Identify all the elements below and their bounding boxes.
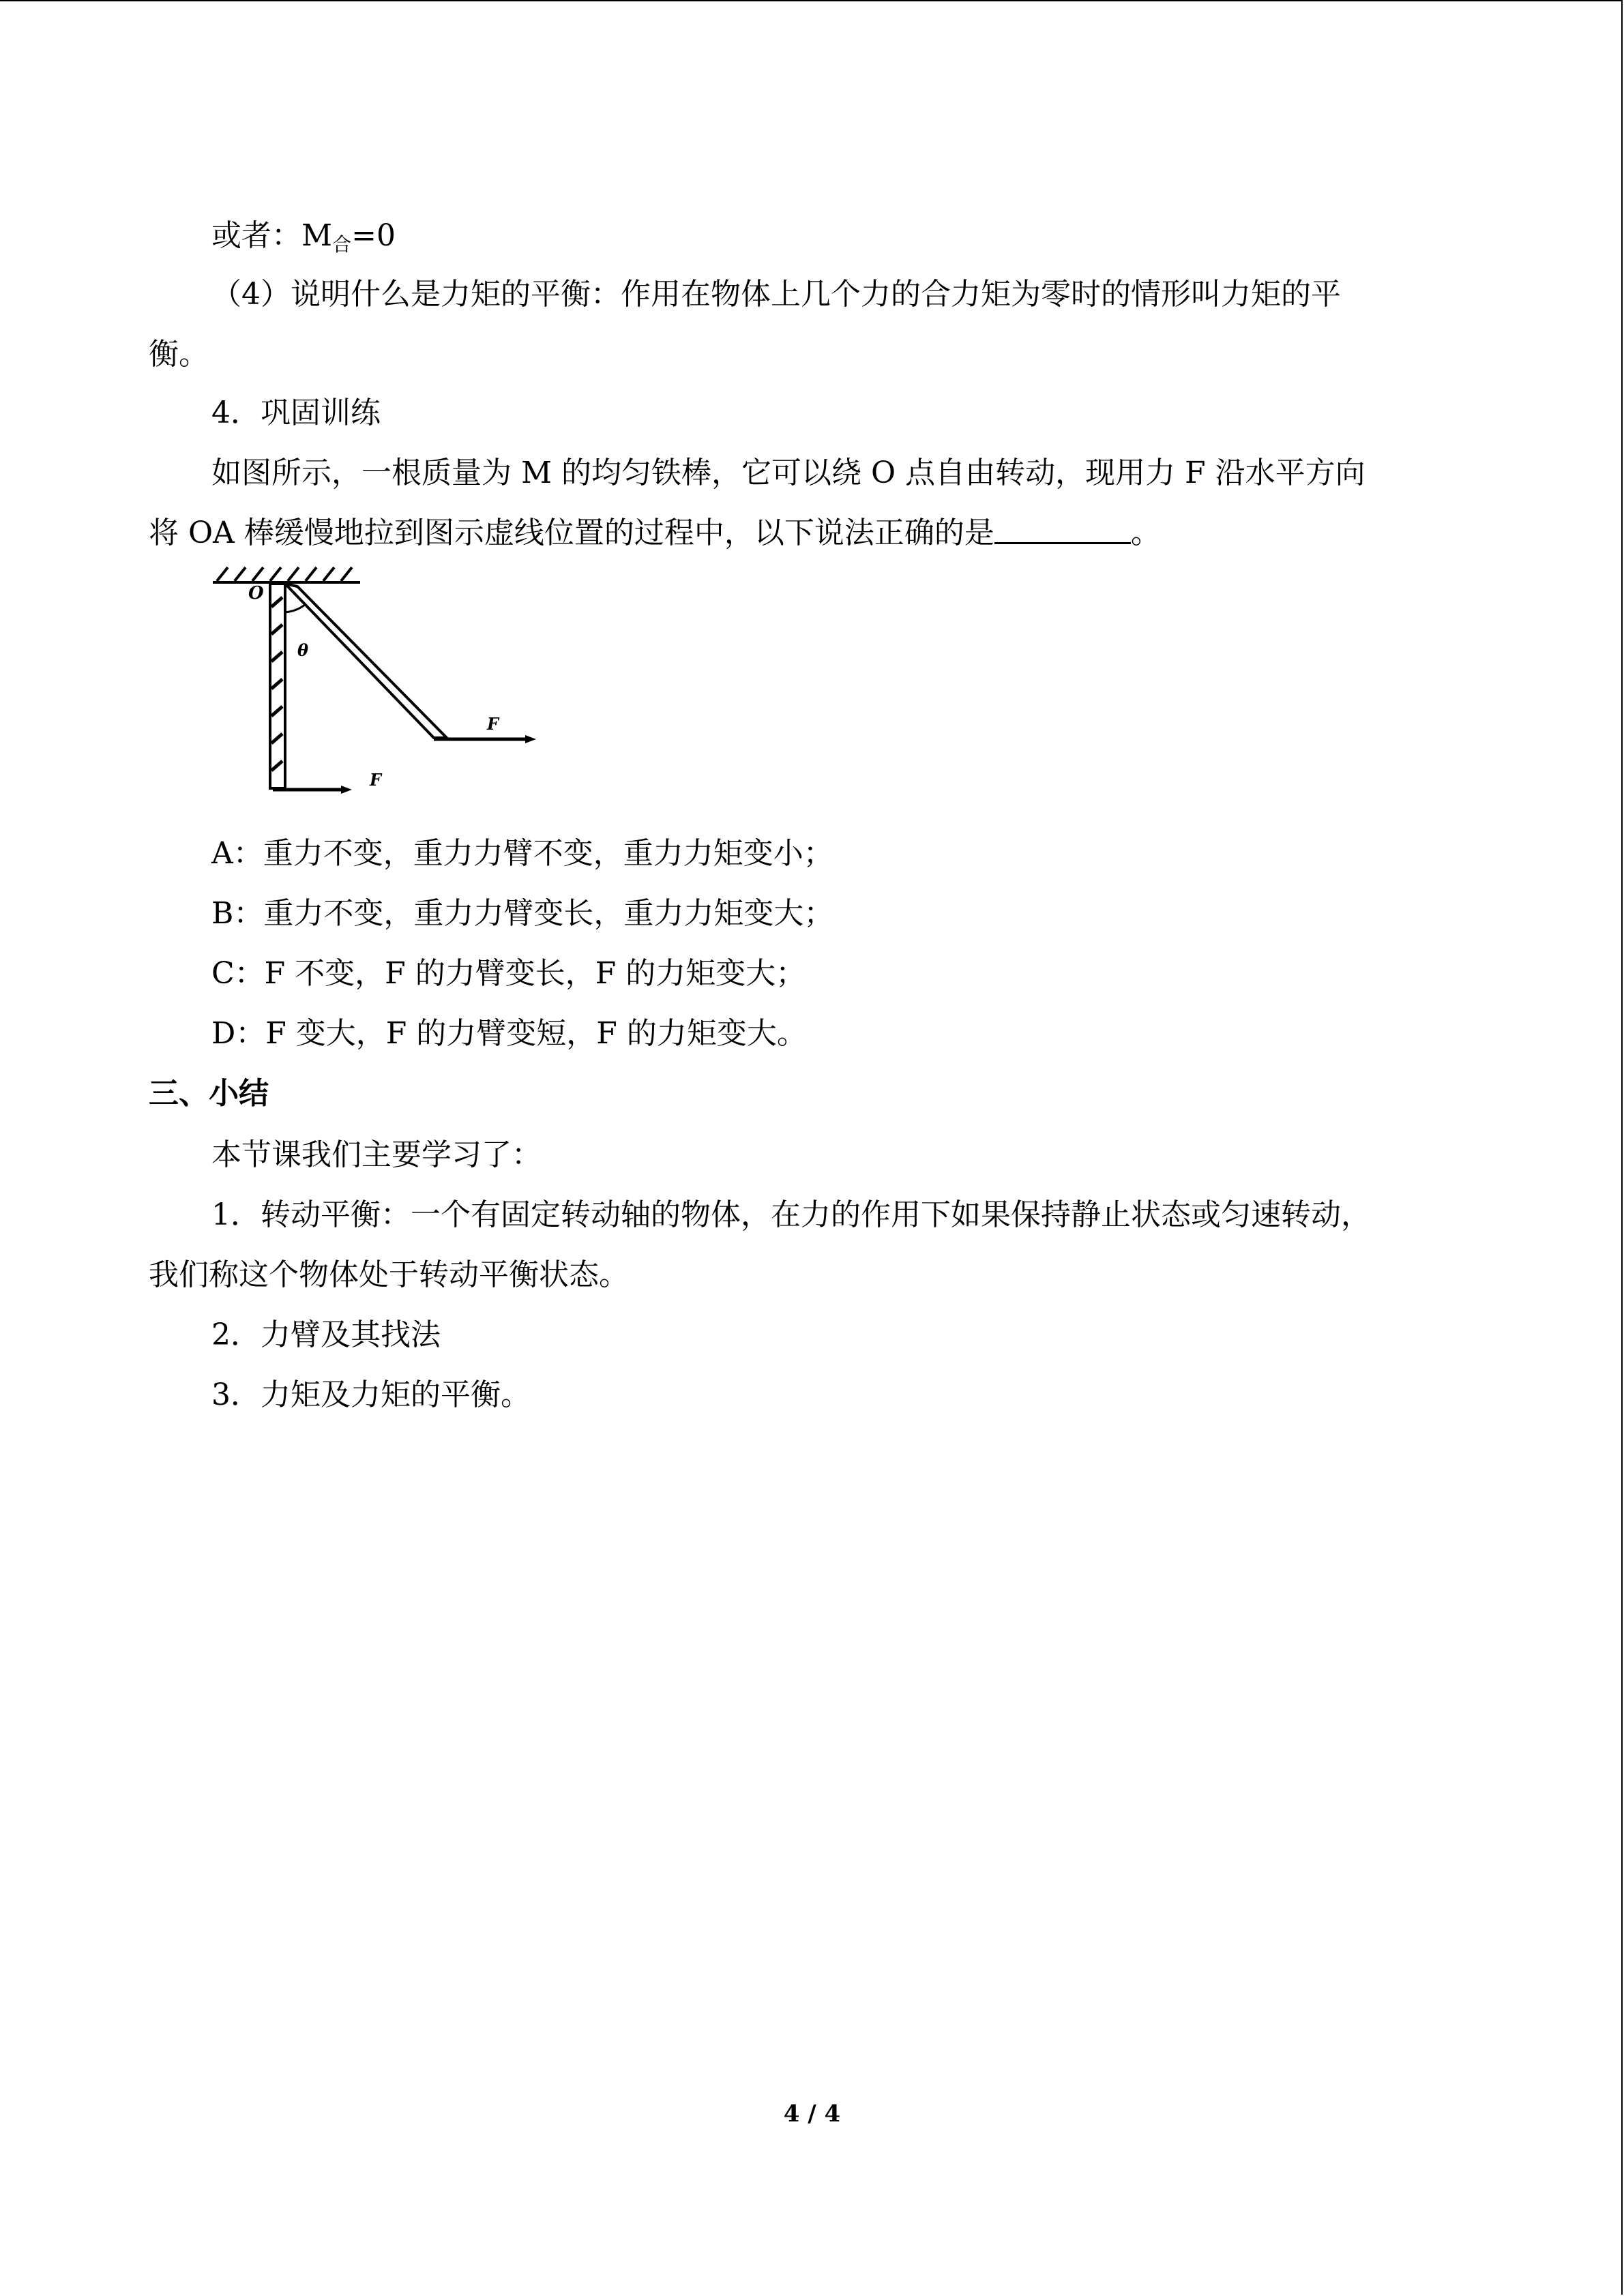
page-number: 4 / 4 — [783, 2100, 841, 2128]
question-line2 — [149, 513, 1161, 554]
lower-force-arrowhead — [341, 786, 352, 794]
summary-item1-line1: 1．转动平衡：一个有固定转动轴的物体，在力的作用下如果保持静止状态或匀速转动， — [211, 1197, 1371, 1232]
slanted-rod — [285, 584, 447, 738]
label-o: O — [248, 583, 264, 603]
label-theta: θ — [297, 640, 309, 660]
label-f-upper: F — [487, 714, 499, 734]
option-a: A：重力不变，重力力臂不变，重力力矩变小； — [211, 836, 833, 871]
upper-force-arrowhead — [525, 735, 536, 743]
section-summary-heading: 三、小结 — [149, 1076, 269, 1111]
question-line1: 如图所示，一根质量为 M 的均匀铁棒，它可以绕 O 点自由转动，现用力 F 沿水平方向 — [211, 456, 1365, 490]
moment-balance-definition-line2: 衡。 — [149, 337, 209, 372]
question-line2-text: 将 OA 棒缓慢地拉到图示虚线位置的过程中，以下说法正确的是 — [149, 516, 994, 550]
summary-intro: 本节课我们主要学习了： — [211, 1137, 542, 1172]
lever-diagram — [205, 559, 546, 805]
moment-sum-suffix: =0 — [351, 218, 396, 253]
moment-sum-prefix: 或者：M — [211, 218, 333, 253]
option-d: D：F 变大，F 的力臂变短，F 的力矩变大。 — [211, 1016, 807, 1051]
option-c: C：F 不变，F 的力臂变长，F 的力矩变大； — [211, 956, 806, 991]
label-f-lower: F — [370, 770, 382, 790]
moment-sum-subscript: 合 — [332, 233, 352, 256]
option-b: B：重力不变，重力力臂变长，重力力矩变大； — [211, 896, 834, 931]
theta-arc — [285, 604, 306, 612]
summary-item1-line2: 我们称这个物体处于转动平衡状态。 — [149, 1257, 629, 1292]
answer-blank[interactable] — [994, 515, 1131, 544]
ceiling-hatch — [213, 567, 360, 582]
question-line2-end: 。 — [1130, 516, 1161, 550]
moment-balance-definition-line1: （4）说明什么是力矩的平衡：作用在物体上几个力的合力矩为零时的情形叫力矩的平 — [211, 277, 1341, 312]
moment-sum-line — [211, 215, 396, 265]
summary-item3: 3．力矩及力矩的平衡。 — [211, 1377, 531, 1412]
practice-heading: 4．巩固训练 — [211, 396, 381, 430]
summary-item2: 2．力臂及其找法 — [211, 1317, 441, 1352]
